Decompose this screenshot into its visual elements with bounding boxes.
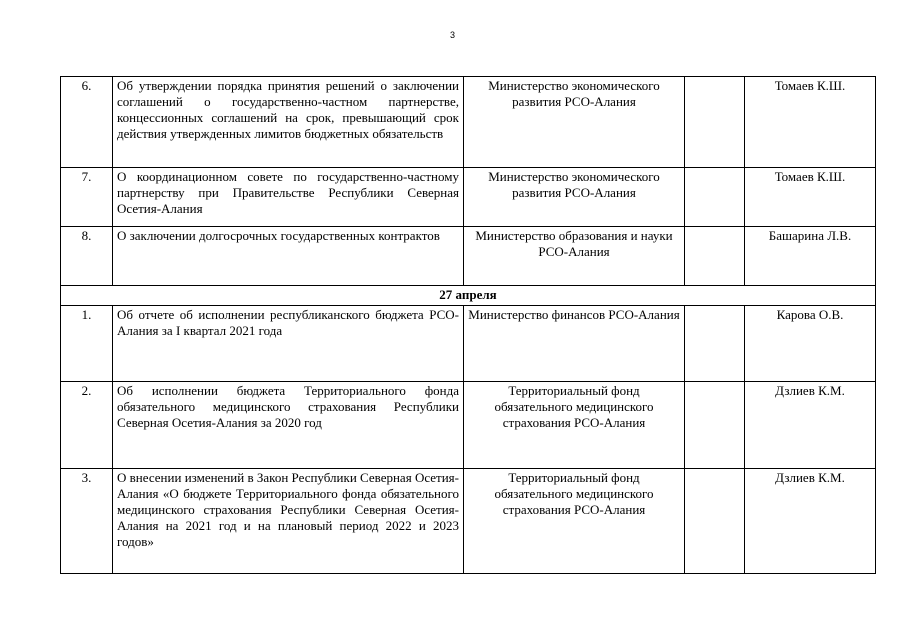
item-empty-cell — [685, 469, 745, 574]
item-title: О внесении изменений в Закон Республики Северная Осетия-Алания «О бюджете Территориального фонда обязательного медицинского страхования Республики Северная Осетия-Алания на 2021 год и на плановый период 2022 и 2023 годов» — [113, 469, 464, 574]
item-responsible: Томаев К.Ш. — [745, 77, 876, 168]
row-number: 2. — [61, 382, 113, 469]
item-organization: Министерство финансов РСО-Алания — [464, 306, 685, 382]
table-row — [61, 469, 876, 574]
table-row — [61, 306, 876, 382]
item-empty-cell — [685, 227, 745, 286]
item-responsible: Карова О.В. — [745, 306, 876, 382]
item-title: О заключении долгосрочных государственных контрактов — [113, 227, 464, 286]
item-organization: Территориальный фонд обязательного медицинского страхования РСО-Алания — [464, 382, 685, 469]
item-empty-cell — [685, 382, 745, 469]
item-empty-cell — [685, 77, 745, 168]
page-number: 3 — [449, 30, 455, 40]
item-empty-cell — [685, 168, 745, 227]
row-number: 7. — [61, 168, 113, 227]
section-date-row — [61, 286, 876, 306]
schedule-table — [60, 76, 876, 574]
item-title: Об утверждении порядка принятия решений о заключении соглашений о государственно-частном партнерстве, концессионных соглашений на срок, превышающий срок действия утвержденных лимитов бюджетных обязательств — [113, 77, 464, 168]
item-empty-cell — [685, 306, 745, 382]
item-responsible: Томаев К.Ш. — [745, 168, 876, 227]
item-organization: Министерство экономического развития РСО-Алания — [464, 168, 685, 227]
item-organization: Министерство образования и науки РСО-Алания — [464, 227, 685, 286]
item-responsible: Дзлиев К.М. — [745, 382, 876, 469]
item-title: О координационном совете по государственно-частному партнерству при Правительстве Республики Северная Осетия-Алания — [113, 168, 464, 227]
item-responsible: Дзлиев К.М. — [745, 469, 876, 574]
row-number: 1. — [61, 306, 113, 382]
table-row — [61, 168, 876, 227]
item-title: Об исполнении бюджета Территориального фонда обязательного медицинского страхования Республики Северная Осетия-Алания за 2020 год — [113, 382, 464, 469]
item-title: Об отчете об исполнении республиканского бюджета РСО-Алания за I квартал 2021 года — [113, 306, 464, 382]
table-row — [61, 382, 876, 469]
section-date: 27 апреля — [61, 286, 876, 306]
row-number: 6. — [61, 77, 113, 168]
table-row — [61, 227, 876, 286]
row-number: 3. — [61, 469, 113, 574]
row-number: 8. — [61, 227, 113, 286]
table-row — [61, 77, 876, 168]
item-organization: Министерство экономического развития РСО-Алания — [464, 77, 685, 168]
item-organization: Территориальный фонд обязательного медицинского страхования РСО-Алания — [464, 469, 685, 574]
item-responsible: Башарина Л.В. — [745, 227, 876, 286]
